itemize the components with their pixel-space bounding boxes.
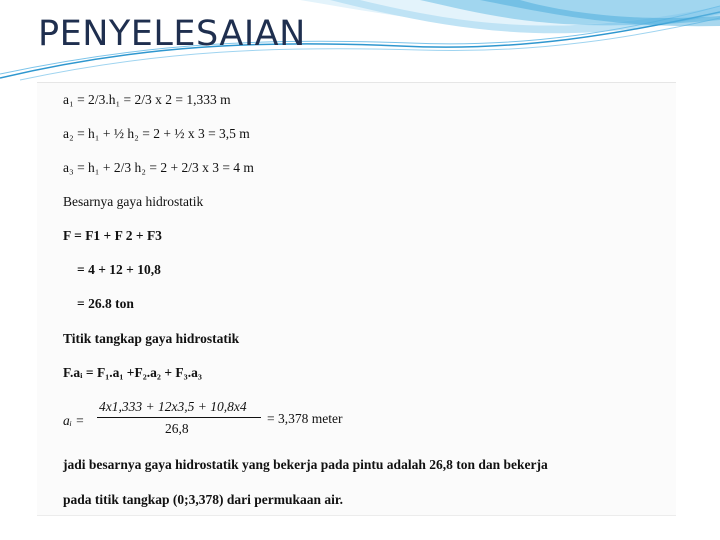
section-heading-force: Besarnya gaya hidrostatik xyxy=(63,194,204,209)
formula-numerator: 4x1,333 + 12x3,5 + 10,8x4 xyxy=(99,399,247,414)
force-result: = 26.8 ton xyxy=(77,296,134,311)
formula-lhs: aᵢ = xyxy=(63,413,85,428)
conclusion-line-1: jadi besarnya gaya hidrostatik yang bekerja pada pintu adalah 26,8 ton dan bekerja xyxy=(63,457,548,472)
conclusion-line-2: pada titik tangkap (0;3,378) dari permukaan air. xyxy=(63,492,344,507)
slide-title: PENYELESAIAN xyxy=(38,14,306,54)
formula-denominator: 26,8 xyxy=(165,421,189,436)
content-image-box xyxy=(37,82,676,516)
force-sum: = 4 + 12 + 10,8 xyxy=(77,262,161,277)
force-equation: F = F1 + F 2 + F3 xyxy=(63,228,162,243)
fraction-formula xyxy=(63,401,443,441)
moment-equation: F.aᵢ = F₁.a₁ +F₂.a₂ + F₃.a₃ xyxy=(63,365,202,380)
equation-a3: a₃ = h₁ + 2/3 h₂ = 2 + 2/3 x 3 = 4 m xyxy=(63,160,254,175)
equation-a1: a₁ = 2/3.h₁ = 2/3 x 2 = 1,333 m xyxy=(63,92,231,107)
formula-result: = 3,378 meter xyxy=(267,411,343,426)
equation-a2: a₂ = h₁ + ½ h₂ = 2 + ½ x 3 = 3,5 m xyxy=(63,126,250,141)
section-heading-point: Titik tangkap gaya hidrostatik xyxy=(63,331,240,346)
fraction-bar xyxy=(97,417,261,418)
